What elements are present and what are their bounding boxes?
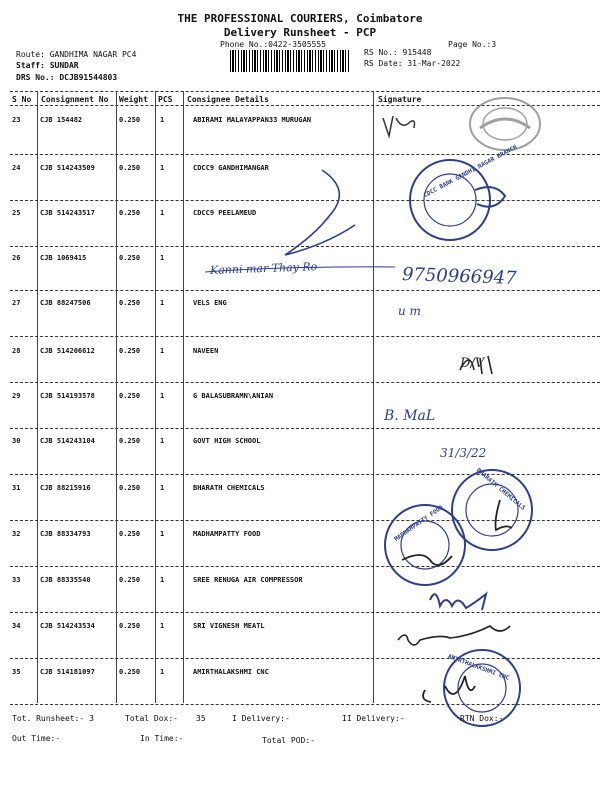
row30-received-date: 31/3/22	[440, 446, 487, 460]
row-pcs: 1	[160, 209, 165, 217]
row-pcs: 1	[160, 437, 165, 445]
row-consignment: CJB 1069415	[40, 254, 87, 262]
row-weight: 0.250	[119, 164, 141, 172]
row-consignee: ABIRAMI MALAYAPPAN33 MURUGAN	[193, 116, 312, 124]
col-header-consignment: Consignment No	[41, 95, 109, 104]
i-delivery-label: I Delivery:-	[232, 714, 290, 723]
row-consignee: AMIRTHALAKSHMI CNC	[193, 668, 269, 676]
row-consignee: SREE RENUGA AIR COMPRESSOR	[193, 576, 303, 584]
row-sno: 23	[12, 116, 21, 124]
col-header-weight: Weight	[119, 95, 148, 104]
row-weight: 0.250	[119, 484, 141, 492]
total-dox-value: 35	[196, 714, 206, 723]
row-consignee: SRI VIGNESH MEATL	[193, 622, 265, 630]
row-sno: 34	[12, 622, 21, 630]
row-consignee: CDCC9 GANDHIMANGAR	[193, 164, 269, 172]
row-weight: 0.250	[119, 530, 141, 538]
row-consignment: CJB 514243509	[40, 164, 95, 172]
row-weight: 0.250	[119, 668, 141, 676]
row26-handwritten-name: Kanni mar Thay Ro	[209, 260, 318, 277]
row-consignment: CJB 88215916	[40, 484, 91, 492]
row-consignee: NAVEEN	[193, 347, 219, 355]
col-header-signature: Signature	[378, 95, 422, 104]
row-pcs: 1	[160, 164, 165, 172]
row30-receiver-name: B. MaL	[384, 408, 436, 424]
row-pcs: 1	[160, 254, 165, 262]
row-pcs: 1	[160, 299, 165, 307]
row-weight: 0.250	[119, 209, 141, 217]
row-pcs: 1	[160, 347, 165, 355]
total-dox-label: Total Dox:-	[125, 714, 178, 723]
row-weight: 0.250	[119, 347, 141, 355]
out-time-label: Out Time:-	[12, 734, 61, 743]
bank-stamp	[410, 160, 490, 240]
cnc-stamp-text: AMIRTHALAKSHMI CNC	[446, 653, 511, 682]
row-consignee: CDCC9 PEELAMEUD	[193, 209, 257, 217]
row27-initials: u m	[398, 304, 421, 318]
phone-number: Phone No.:0422-3505555	[220, 40, 326, 49]
route-label: Route: GANDHIMA NAGAR PC4	[16, 50, 137, 59]
row-consignment: CJB 154482	[40, 116, 83, 124]
row26-phone-note: 9750966947	[401, 264, 517, 289]
row-consignee: GOVT HIGH SCHOOL	[193, 437, 261, 445]
col-header-sno: S No	[12, 95, 32, 104]
row-pcs: 1	[160, 392, 165, 400]
row-weight: 0.250	[119, 392, 141, 400]
total-pod-label: Total POD:-	[262, 736, 315, 745]
row-consignee: G BALASUBRAMN\ANIAN	[193, 392, 274, 400]
rtn-dox-label: RTN Dox:-	[460, 714, 504, 723]
row-sno: 28	[12, 347, 21, 355]
company-title: THE PROFESSIONAL COURIERS, Coimbatore	[177, 12, 423, 25]
row-weight: 0.250	[119, 437, 141, 445]
bank-stamp-text: CDCC BANK GANDHI NAGAR BRANCH	[422, 143, 519, 200]
row-consignment: CJB 88247506	[40, 299, 91, 307]
row-weight: 0.250	[119, 622, 141, 630]
row-consignee: MADHAMPATTY FOOD	[193, 530, 261, 538]
row34-signature	[398, 626, 510, 645]
page-number: Page No.:3	[448, 40, 497, 49]
row-consignee: BHARATH CHEMICALS	[193, 484, 265, 492]
row-sno: 27	[12, 299, 21, 307]
row-weight: 0.250	[119, 299, 141, 307]
row-pcs: 1	[160, 484, 165, 492]
document-title: Delivery Runsheet - PCP	[223, 26, 377, 39]
col-header-pcs: PCS	[158, 95, 173, 104]
row-sno: 29	[12, 392, 21, 400]
row-consignment: CJB 88335540	[40, 576, 91, 584]
row-pcs: 1	[160, 622, 165, 630]
col-header-consignee: Consignee Details	[187, 95, 269, 104]
row24-26-signature	[285, 170, 355, 255]
row-sno: 25	[12, 209, 21, 217]
row-pcs: 1	[160, 668, 165, 676]
row-pcs: 1	[160, 576, 165, 584]
row-sno: 31	[12, 484, 21, 492]
row-sno: 35	[12, 668, 21, 676]
total-runsheet: Tot. Runsheet:- 3	[12, 714, 94, 723]
row33-signature	[430, 594, 486, 610]
staff-label: Staff: SUNDAR	[16, 61, 79, 70]
row-sno: 32	[12, 530, 21, 538]
row-consignee: VELS ENG	[193, 299, 227, 307]
food-stamp-text: MADHAMPATTY FOOD	[393, 504, 445, 543]
row28-initials: D/V	[460, 356, 485, 371]
row31-signature	[496, 500, 513, 530]
row-consignment: CJB 514243517	[40, 209, 95, 217]
chem-stamp-text: BHARATH CHEMICALS	[474, 467, 527, 512]
row-sno: 30	[12, 437, 21, 445]
row-pcs: 1	[160, 116, 165, 124]
row-consignment: CJB 88334793	[40, 530, 91, 538]
rs-number: RS No.: 915448	[364, 48, 432, 57]
row-weight: 0.250	[119, 576, 141, 584]
row-pcs: 1	[160, 530, 165, 538]
row-weight: 0.250	[119, 116, 141, 124]
row-weight: 0.250	[119, 254, 141, 262]
drs-number: DRS No.: DCJB91544803	[16, 73, 118, 82]
row-sno: 26	[12, 254, 21, 262]
row-consignment: CJB 514243534	[40, 622, 95, 630]
row-sno: 24	[12, 164, 21, 172]
row-consignment: CJB 514193578	[40, 392, 95, 400]
row35-signature	[423, 676, 475, 702]
row-consignment: CJB 514181097	[40, 668, 95, 676]
row-consignment: CJB 514206612	[40, 347, 95, 355]
ii-delivery-label: II Delivery:-	[342, 714, 405, 723]
rs-date: RS Date: 31-Mar-2022	[364, 59, 461, 68]
row23-stamp	[470, 98, 540, 150]
in-time-label: In Time:-	[140, 734, 184, 743]
row-sno: 33	[12, 576, 21, 584]
row-consignment: CJB 514243104	[40, 437, 95, 445]
row23-signature	[383, 116, 415, 136]
